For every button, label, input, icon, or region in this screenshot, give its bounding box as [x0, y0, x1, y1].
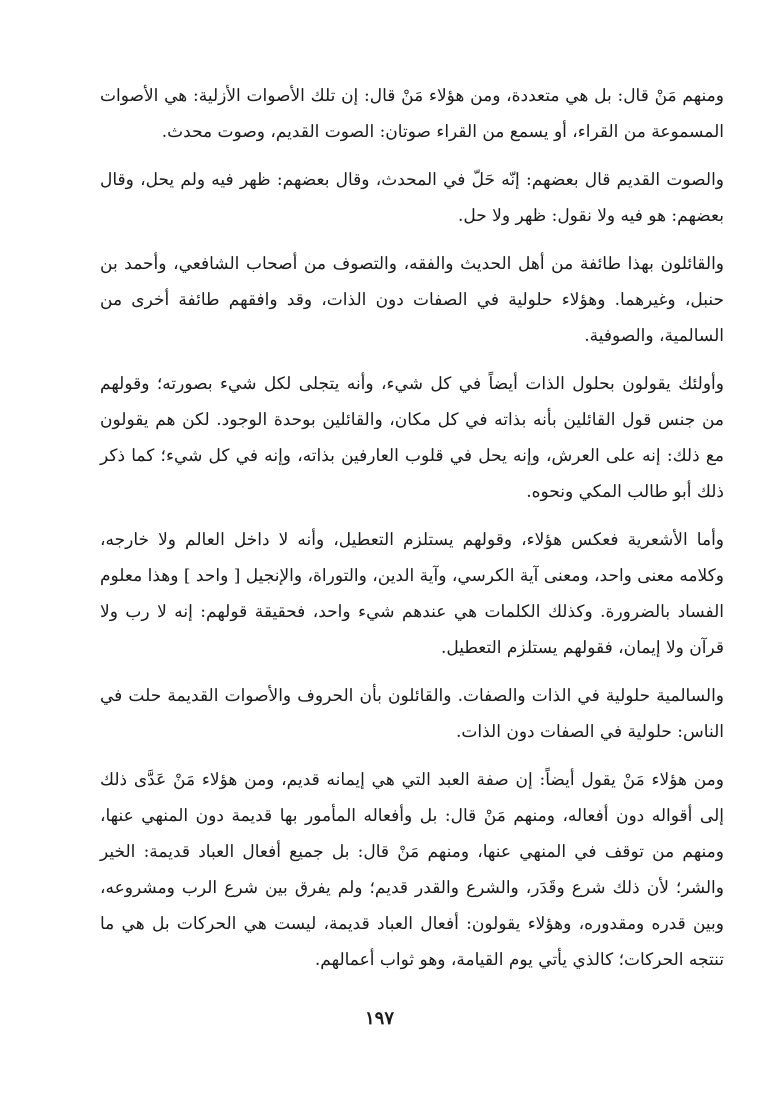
paragraph-1: ومنهم مَنْ قال: بل هي متعددة، ومن هؤلاء مَنْ قال: إن تلك الأصوات الأزلية: هي الأصوات المسموعة من القراء، أو يسمع من القراء صوتان: الصوت القديم، وصوت محدث.	[100, 86, 724, 142]
paragraph-7: ومن هؤلاء مَنْ يقول أيضاً: إن صفة العبد التي هي إيمانه قديم، ومن هؤلاء مَنْ عَدَّى ذلك إلى أقواله دون أفعاله، ومنهم مَنْ قال: بل وأفعاله المأمور بها قديمة دون المنهي عنها، ومنهم من توقف في المنهي عنها، ومنهم مَنْ قال: بل جميع أفعال العباد قديمة: الخير والشر؛ لأن ذلك شرع وقَدَر، والشرع والقدر قديم؛ ولم يفرق بين شرع الرب ومشروعه، وبين قدره ومقدوره، وهؤلاء يقولون: أفعال العباد قديمة، ليست هي الحركات بل هي ما تنتجه الحركات؛ كالذي يأتي يوم القيامة، وهو ثواب أعمالهم.	[100, 770, 724, 970]
page-number: ١٩٧	[364, 1008, 394, 1029]
paragraph-2: والصوت القديم قال بعضهم: إنّه حَلّ في المحدث، وقال بعضهم: ظهر فيه ولم يحل، وقال بعضهم: هو فيه ولا نقول: ظهر ولا حل.	[100, 170, 724, 226]
paragraph-6: والسالمية حلولية في الذات والصفات. والقائلون بأن الحروف والأصوات القديمة حلت في الناس: حلولية في الصفات دون الذات.	[100, 686, 724, 742]
page-body	[100, 78, 724, 990]
paragraph-4: وأولئك يقولون بحلول الذات أيضاً في كل شيء، وأنه يتجلى لكل شيء بصورته؛ وقولهم من جنس قول القائلين بأنه بذاته في كل مكان، والقائلين بوحدة الوجود. لكن هم يقولون مع ذلك: إنه على العرش، وإنه يحل في قلوب العارفين بذاته، وإنه في كل شيء؛ كما ذكر ذلك أبو طالب المكي ونحوه.	[100, 374, 724, 502]
paragraph-5: وأما الأشعرية فعكس هؤلاء، وقولهم يستلزم التعطيل، وأنه لا داخل العالم ولا خارجه، وكلامه معنى واحد، ومعنى آية الكرسي، وآية الدين، والتوراة، والإنجيل [ واحد ] وهذا معلوم الفساد بالضرورة. وكذلك الكلمات هي عندهم شيء واحد، فحقيقة قولهم: إنه لا رب ولا قرآن ولا إيمان، فقولهم يستلزم التعطيل.	[100, 530, 724, 658]
paragraph-3: والقائلون بهذا طائفة من أهل الحديث والفقه، والتصوف من أصحاب الشافعي، وأحمد بن حنبل، وغيرهما. وهؤلاء حلولية في الصفات دون الذات، وقد وافقهم طائفة أخرى من السالمية، والصوفية.	[100, 254, 724, 346]
